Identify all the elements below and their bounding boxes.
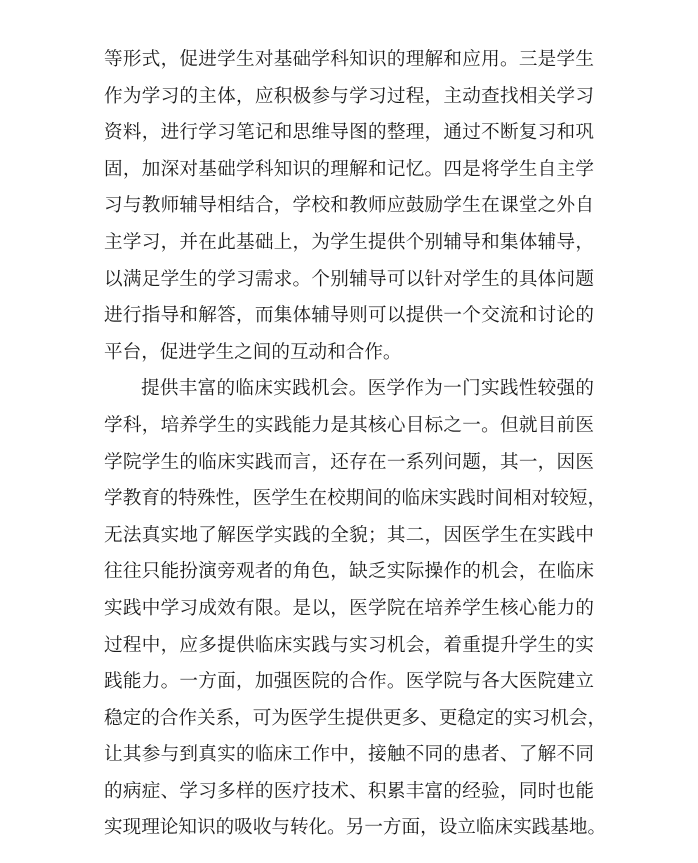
text-line: 提供丰富的临床实践机会。医学作为一门实践性较强的	[141, 378, 594, 400]
text-line: 资料，进行学习笔记和思维导图的整理，通过不断复习和巩	[104, 122, 594, 144]
text-line: 以满足学生的学习需求。个别辅导可以针对学生的具体问题	[104, 268, 594, 290]
text-line: 作为学习的主体，应积极参与学习过程，主动查找相关学习	[104, 85, 594, 107]
text-line: 学院学生的临床实践而言，还存在一系列问题，其一，因医	[104, 451, 594, 473]
text-line: 践能力。一方面，加强医院的合作。医学院与各大医院建立	[104, 671, 594, 693]
text-line: 无法真实地了解医学实践的全貌；其二，因医学生在实践中	[104, 524, 594, 546]
text-line: 往往只能扮演旁观者的角色，缺乏实际操作的机会，在临床	[104, 561, 594, 583]
text-line: 平台，促进学生之间的互动和合作。	[104, 341, 402, 363]
text-line: 习与教师辅导相结合，学校和教师应鼓励学生在课堂之外自	[104, 195, 594, 217]
text-line: 学科，培养学生的实践能力是其核心目标之一。但就目前医	[104, 414, 594, 436]
text-line: 让其参与到真实的临床工作中，接触不同的患者、了解不同	[104, 744, 594, 766]
text-line: 学教育的特殊性，医学生在校期间的临床实践时间相对较短，	[104, 488, 607, 510]
paragraph-2	[104, 371, 607, 847]
text-line: 的病症、学习多样的医疗技术、积累丰富的经验，同时也能	[104, 780, 594, 802]
text-line: 等形式，促进学生对基础学科知识的理解和应用。三是学生	[104, 49, 594, 70]
text-line: 实践中学习成效有限。是以，医学院在培养学生核心能力的	[104, 597, 594, 619]
body-text	[104, 42, 607, 847]
text-line: 实现理论知识的吸收与转化。另一方面，设立临床实践基地。	[104, 817, 607, 839]
text-line: 主学习，并在此基础上，为学生提供个别辅导和集体辅导，	[104, 231, 594, 253]
text-line: 固，加深对基础学科知识的理解和记忆。四是将学生自主学	[104, 158, 594, 180]
text-line: 稳定的合作关系，可为医学生提供更多、更稳定的实习机会，	[104, 707, 607, 729]
paragraph-1	[104, 42, 594, 371]
text-line: 过程中，应多提供临床实践与实习机会，着重提升学生的实	[104, 634, 594, 656]
text-line: 进行指导和解答，而集体辅导则可以提供一个交流和讨论的	[104, 305, 594, 327]
